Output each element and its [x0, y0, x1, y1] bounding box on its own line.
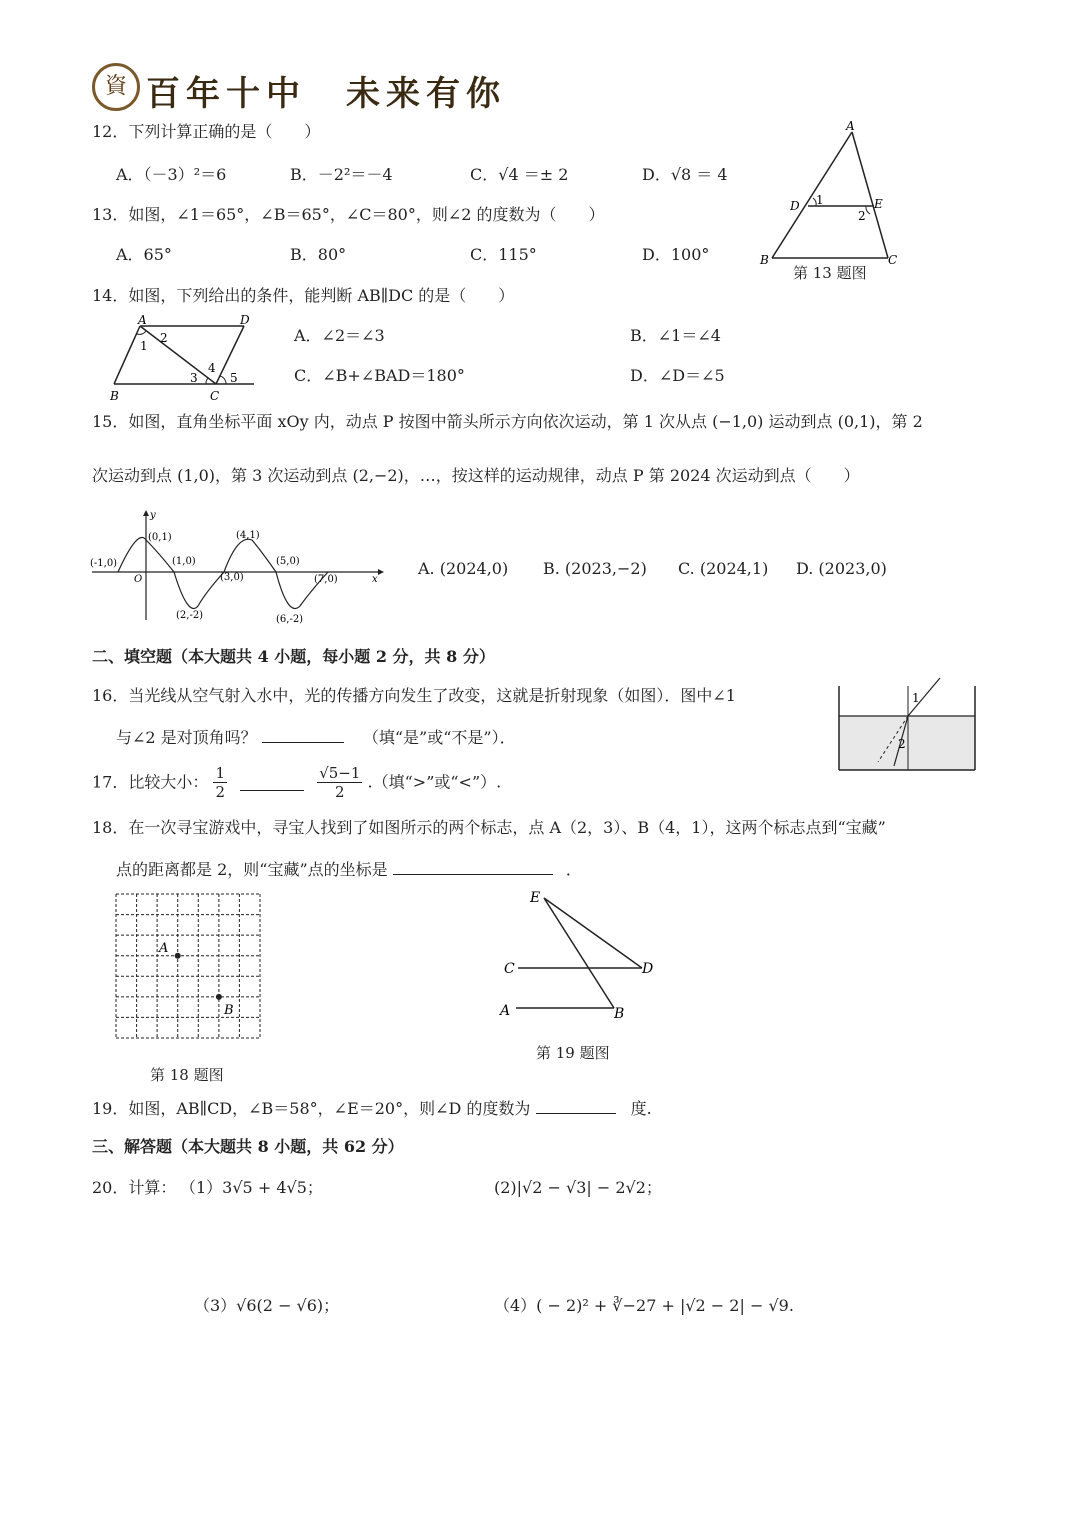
- q20-part1: （1）3√5 + 4√5；: [180, 1178, 323, 1197]
- q15-label-origin: O: [134, 574, 143, 585]
- q19-label-e: E: [530, 890, 541, 906]
- section3-title: 三、解答题（本大题共 8 小题，共 62 分）: [92, 1137, 404, 1156]
- q18-line2: [116, 858, 582, 880]
- q16-line2: [116, 726, 516, 748]
- q18-line2-text: 点的距离都是 2，则“宝藏”点的坐标是: [116, 860, 388, 879]
- q17-answer-blank[interactable]: [240, 774, 304, 791]
- school-logo: 資: [92, 63, 140, 111]
- q14-label-2: 2: [160, 331, 168, 345]
- q19-line: [92, 1097, 652, 1119]
- q16-line2-post: （填“是”或“不是”）．: [362, 728, 516, 747]
- q13-figure-caption: 第 13 题图: [793, 264, 867, 282]
- q13-label-d: D: [790, 199, 800, 213]
- q16-label-2: 2: [898, 737, 906, 751]
- q14-option-b: B．∠1＝∠4: [630, 326, 721, 345]
- q14-option-a: A．∠2＝∠3: [294, 326, 385, 345]
- q15-label-6-m2: (6,-2): [276, 614, 304, 625]
- q17-fraction-golden: [317, 764, 362, 801]
- q15-label-m1-0: (-1,0): [90, 558, 118, 569]
- q15-label-5-0: (5,0): [276, 556, 300, 567]
- q18-line2-end: ．: [565, 860, 582, 879]
- q14-parallelogram-figure: [104, 312, 264, 404]
- q15-label-1-0: (1,0): [172, 556, 196, 567]
- q15-line1: 15．如图，直角坐标平面 xOy 内，动点 P 按图中箭头所示方向依次运动，第 1 次从点 (−1,0) 运动到点 (0,1)，第 2: [92, 412, 923, 431]
- q13-option-b: B．80°: [290, 245, 347, 264]
- q15-zigzag-graph: [88, 508, 388, 628]
- q17-pre: 17．比较大小：: [92, 772, 209, 792]
- q14-option-c: C．∠B+∠BAD＝180°: [294, 366, 465, 385]
- q15-option-d: D. (2023,0): [796, 559, 887, 578]
- q12-stem: 12．下列计算正确的是（ ）: [92, 122, 321, 141]
- q19-pre: 19．如图，AB∥CD，∠B＝58°，∠E＝20°，则∠D 的度数为: [92, 1099, 531, 1118]
- q13-label-b: B: [760, 253, 769, 267]
- q14-label-b: B: [110, 389, 119, 403]
- q13-label-e: E: [874, 197, 883, 211]
- q17-frac1-den: 2: [215, 783, 226, 801]
- q15-label-0-1: (0,1): [148, 532, 172, 543]
- q15-label-4-1: (4,1): [236, 530, 260, 541]
- q14-stem: 14．如图，下列给出的条件，能判断 AB∥DC 的是（ ）: [92, 286, 515, 305]
- q15-label-7-0: (7,0): [314, 574, 338, 585]
- q17-frac2-den: 2: [335, 783, 345, 801]
- q13-label-a: A: [846, 119, 855, 133]
- q12-option-a: A．（－3）²＝6: [116, 165, 227, 184]
- q12-option-b: B．－2²＝－4: [290, 165, 393, 184]
- header-slogan: 百年十中 未来有你: [146, 74, 506, 114]
- q15-option-c: C. (2024,1): [678, 559, 769, 578]
- q13-option-c: C．115°: [470, 245, 537, 264]
- q16-label-1: 1: [912, 691, 920, 705]
- q17-frac1-num: 1: [215, 764, 226, 782]
- q14-option-d: D．∠D＝∠5: [630, 366, 725, 385]
- q13-option-a: A．65°: [116, 245, 172, 264]
- q18-line1: 18．在一次寻宝游戏中，寻宝人找到了如图所示的两个标志，点 A（2，3）、B（4，1），这两个标志点到“宝藏”: [92, 818, 886, 837]
- q15-label-x: x: [372, 574, 378, 585]
- q15-label-y: y: [150, 510, 156, 521]
- q16-line2-pre: 与∠2 是对顶角吗？: [116, 728, 257, 747]
- q14-label-d: D: [240, 313, 250, 327]
- q18-label-b: B: [224, 1003, 234, 1018]
- q18-grid-figure: [112, 890, 268, 1046]
- q13-label-c: C: [888, 253, 898, 267]
- q13-stem: 13．如图，∠1＝65°，∠B＝65°，∠C＝80°，则∠2 的度数为（ ）: [92, 205, 605, 224]
- q12-option-d: D．√8 ＝ 4: [642, 165, 728, 184]
- q15-option-a: A. (2024,0): [418, 559, 509, 578]
- q15-option-b: B. (2023,−2): [543, 559, 647, 578]
- q14-label-5: 5: [230, 371, 238, 385]
- q19-label-b: B: [614, 1006, 625, 1022]
- q17-fraction-half: [213, 764, 227, 801]
- q15-label-2-m2: (2,-2): [176, 610, 204, 621]
- section2-title: 二、填空题（本大题共 4 小题，每小题 2 分，共 8 分）: [92, 647, 495, 666]
- q19-label-d: D: [642, 961, 654, 977]
- q17-post: .（填“>”或“<”）.: [367, 772, 502, 792]
- q18-figure-caption: 第 18 题图: [150, 1066, 224, 1084]
- q14-label-4: 4: [208, 361, 216, 375]
- q14-label-a: A: [138, 313, 147, 327]
- q16-line1: 16．当光线从空气射入水中，光的传播方向发生了改变，这就是折射现象（如图）．图中∠1: [92, 686, 736, 705]
- q19-figure: [494, 886, 664, 1026]
- q20-part3: （3）√6(2 − √6)；: [194, 1296, 340, 1315]
- q18-point-b: [216, 994, 222, 1000]
- q13-label-2: 2: [858, 209, 866, 223]
- q20-label: 20．计算：: [92, 1178, 177, 1197]
- q19-figure-caption: 第 19 题图: [536, 1044, 610, 1062]
- q13-option-d: D．100°: [642, 245, 710, 264]
- q14-label-1: 1: [140, 339, 148, 353]
- q20-part4: （4）( − 2)² + ∛−27 + |√2 − 2| − √9.: [494, 1296, 794, 1315]
- q18-answer-blank[interactable]: [393, 858, 553, 875]
- q18-label-a: A: [159, 941, 169, 956]
- q13-label-1: 1: [816, 193, 824, 207]
- q16-refraction-figure: [836, 676, 982, 774]
- q15-label-3-0: (3,0): [220, 572, 244, 583]
- q19-label-a: A: [500, 1003, 511, 1019]
- q16-answer-blank[interactable]: [262, 726, 344, 743]
- q19-label-c: C: [504, 961, 515, 977]
- q17-frac2-num: √5−1: [319, 764, 361, 782]
- q19-post: 度.: [630, 1099, 652, 1118]
- q15-line2: 次运动到点 (1,0)，第 3 次运动到点 (2,−2)，…，按这样的运动规律，动点 P 第 2024 次运动到点（ ）: [92, 466, 860, 485]
- q12-option-c: C．√4 ＝± 2: [470, 165, 569, 184]
- q14-label-3: 3: [190, 371, 198, 385]
- q13-triangle-figure: [750, 118, 910, 268]
- q19-answer-blank[interactable]: [536, 1097, 616, 1114]
- q18-point-a: [175, 953, 181, 959]
- q20-part2: (2)|√2 − √3| − 2√2；: [494, 1178, 662, 1197]
- q14-label-c: C: [210, 389, 220, 403]
- q17-line: [92, 764, 501, 801]
